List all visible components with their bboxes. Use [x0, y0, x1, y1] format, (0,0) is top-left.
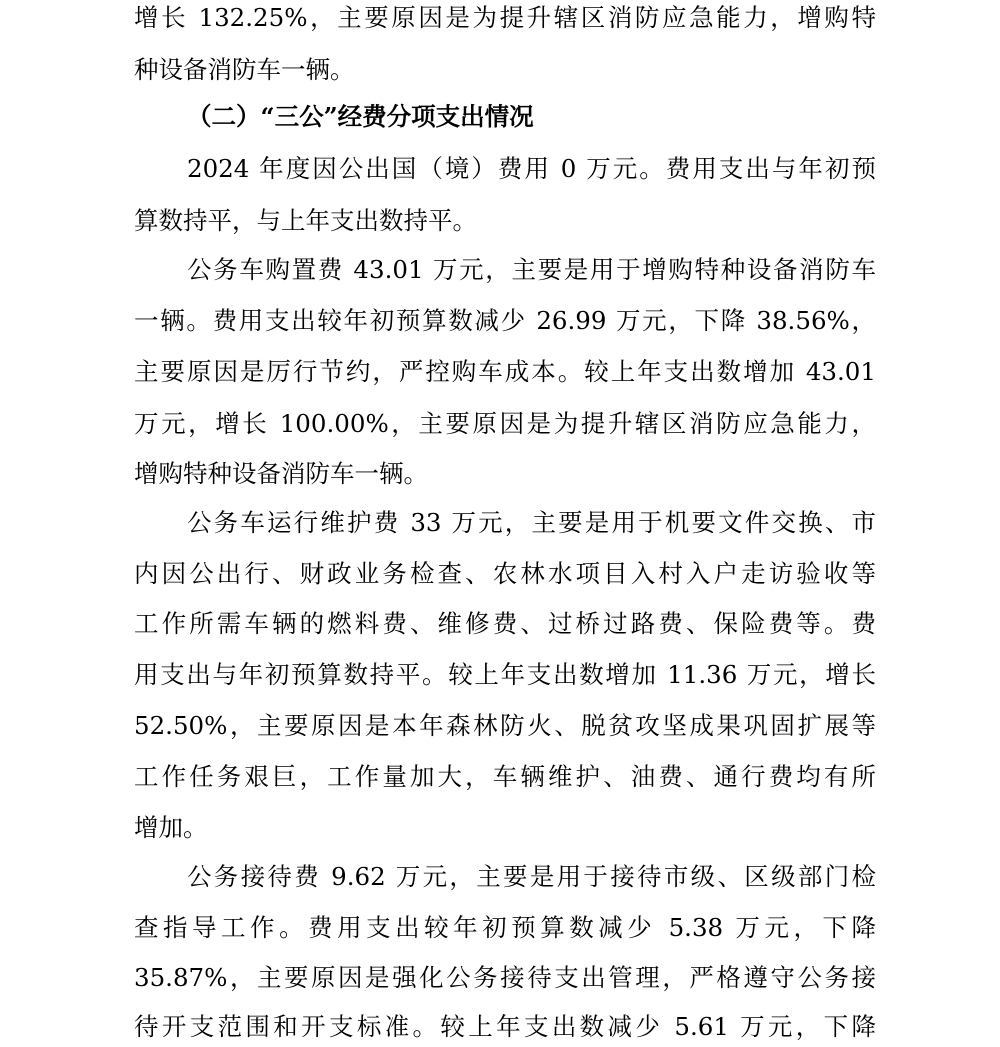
text-line: 待开支范围和开支标准。较上年支出数减少 5.61 万元，下降	[134, 1012, 876, 1041]
text-line: 公务接待费 9.62 万元，主要是用于接待市级、区级部门检	[187, 862, 876, 891]
text-line: 35.87%，主要原因是强化公务接待支出管理，严格遵守公务接	[134, 963, 876, 992]
text-line: 公务车运行维护费 33 万元，主要是用于机要文件交换、市	[187, 508, 876, 537]
text-line: 52.50%，主要原因是本年森林防火、脱贫攻坚成果巩固扩展等	[134, 711, 876, 740]
text-line: 种设备消防车一辆。	[134, 55, 355, 84]
text-line: 工作任务艰巨，工作量加大，车辆维护、油费、通行费均有所	[134, 762, 876, 791]
section-heading: （二）“三公”经费分项支出情况	[187, 102, 534, 131]
text-line: 一辆。费用支出较年初预算数减少 26.99 万元，下降 38.56%，	[134, 306, 876, 335]
text-line: 万元，增长 100.00%，主要原因是为提升辖区消防应急能力，	[134, 409, 876, 438]
text-line: 工作所需车辆的燃料费、维修费、过桥过路费、保险费等。费	[134, 609, 876, 638]
text-line: 增购特种设备消防车一辆。	[134, 459, 428, 488]
text-line: 算数持平，与上年支出数持平。	[134, 206, 477, 235]
text-line: 公务车购置费 43.01 万元，主要是用于增购特种设备消防车	[187, 255, 876, 284]
text-line: 主要原因是厉行节约，严控购车成本。较上年支出数增加 43.01	[134, 357, 876, 386]
text-line: 查指导工作。费用支出较年初预算数减少 5.38 万元，下降	[134, 913, 876, 942]
text-line: 内因公出行、财政业务检查、农林水项目入村入户走访验收等	[134, 559, 876, 588]
text-line: 增长 132.25%，主要原因是为提升辖区消防应急能力，增购特	[134, 3, 876, 32]
text-line: 2024 年度因公出国（境）费用 0 万元。费用支出与年初预	[187, 154, 876, 183]
text-line: 增加。	[134, 813, 208, 842]
text-line: 用支出与年初预算数持平。较上年支出数增加 11.36 万元，增长	[134, 660, 876, 689]
